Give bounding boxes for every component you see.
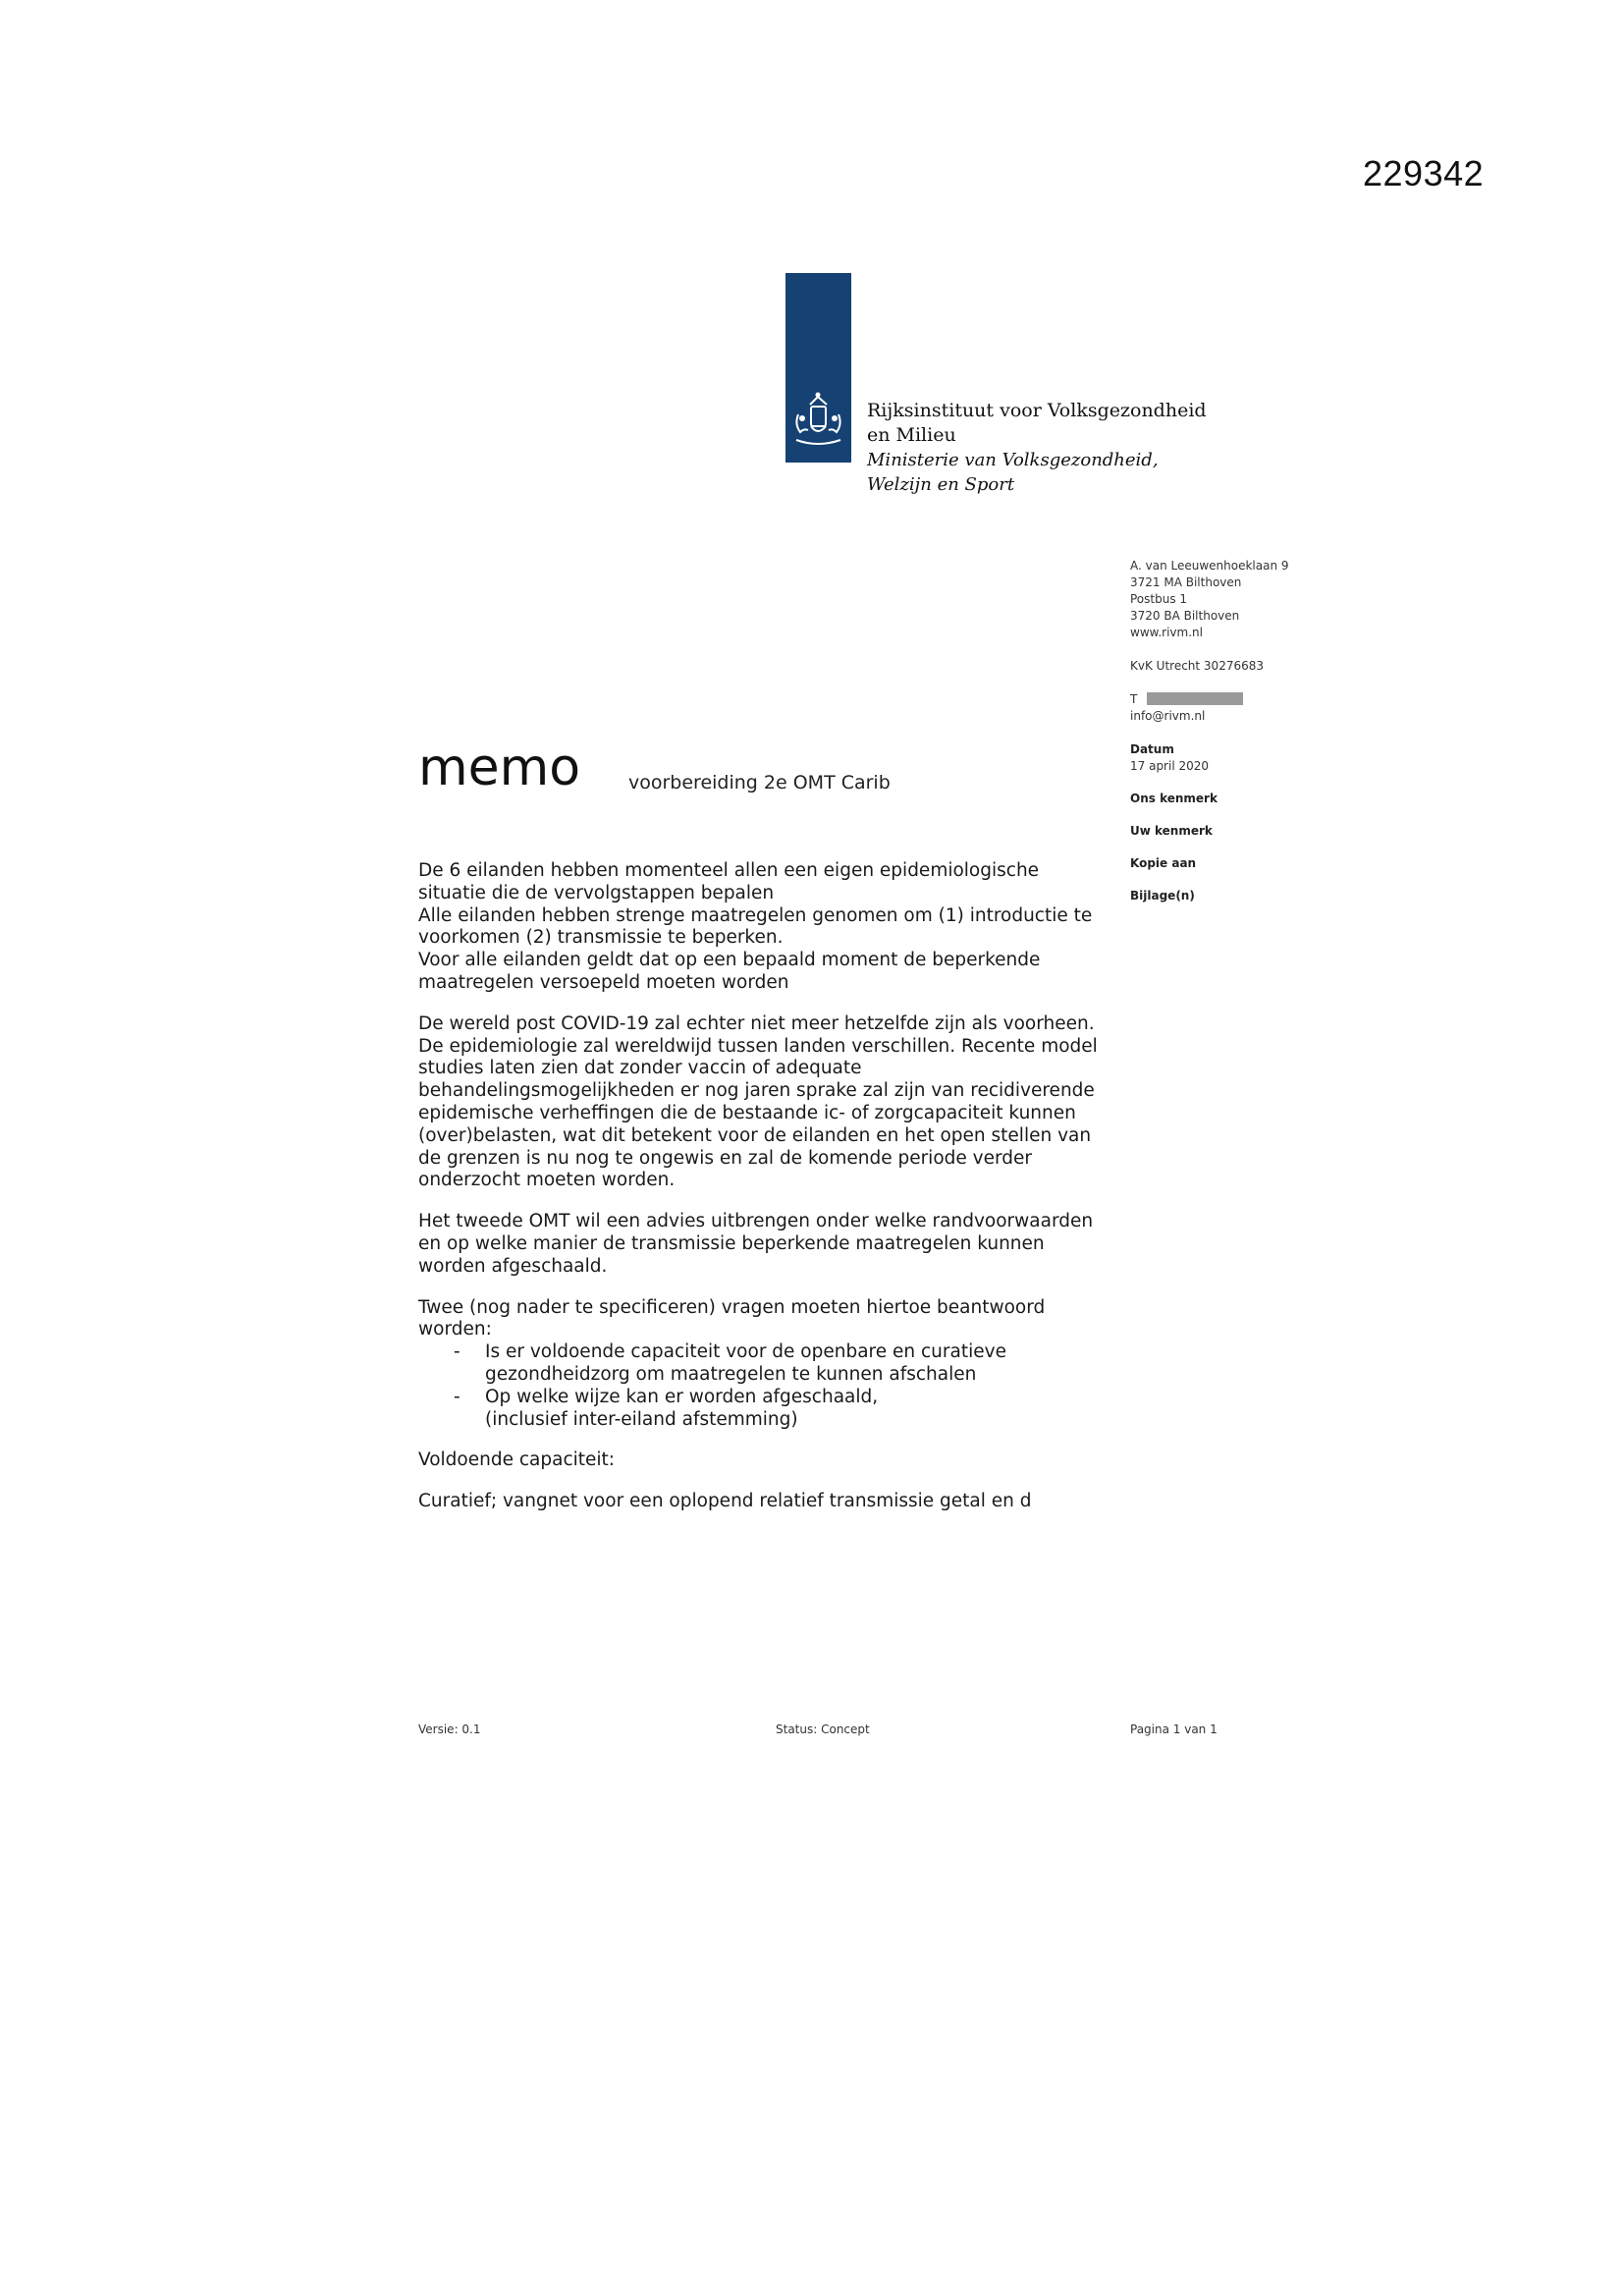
redacted-phone: [1147, 692, 1243, 705]
paragraph: [418, 1297, 1125, 1432]
document-number: 229342: [1363, 153, 1485, 193]
footer-page: Pagina 1 van 1: [1130, 1722, 1218, 1736]
text-line: (over)belasten, wat dit betekent voor de eilanden en het open stellen van: [418, 1124, 1092, 1146]
bijlage-label: Bijlage(n): [1130, 889, 1195, 902]
footer-status: Status: Concept: [776, 1722, 870, 1736]
uw-kenmerk-label: Uw kenmerk: [1130, 824, 1213, 838]
text-line: de grenzen is nu nog te ongewis en zal de komende periode verder: [418, 1147, 1032, 1169]
address-line: 3721 MA Bilthoven: [1130, 575, 1242, 589]
text-line: De epidemiologie zal wereldwijd tussen landen verschillen. Recente model: [418, 1035, 1098, 1057]
list-item-continuation: [418, 1409, 1125, 1432]
address-line: Postbus 1: [1130, 592, 1188, 606]
text-line: De wereld post COVID-19 zal echter niet meer hetzelfde zijn als voorheen.: [418, 1012, 1095, 1034]
list-dash: -: [454, 1386, 460, 1407]
paragraph: [418, 1211, 1125, 1278]
memo-subject: voorbereiding 2e OMT Carib: [628, 772, 891, 793]
paragraph: [418, 1449, 1125, 1472]
phone-label: T: [1130, 692, 1138, 706]
text-line: worden afgeschaald.: [418, 1255, 608, 1277]
kopie-label: Kopie aan: [1130, 856, 1197, 870]
datum-value: 17 april 2020: [1130, 759, 1210, 773]
text-line: studies laten zien dat zonder vaccin of adequate: [418, 1058, 862, 1079]
paragraph: [418, 1491, 1125, 1513]
text-line: epidemische verheffingen die de bestaande ic- of zorgcapaciteit kunnen: [418, 1102, 1076, 1123]
email-link[interactable]: info@rivm.nl: [1130, 709, 1206, 723]
text-line: behandelingsmogelijkheden er nog jaren sprake zal zijn van recidiverende: [418, 1080, 1095, 1102]
list-dash: -: [454, 1341, 460, 1363]
paragraph: [418, 1013, 1125, 1192]
org-name-line2: en Milieu: [867, 424, 956, 446]
list-item-text: Is er voldoende capaciteit voor de openbare en curatieve: [485, 1341, 1006, 1363]
text-line: Voldoende capaciteit:: [418, 1449, 616, 1471]
kvk-number: KvK Utrecht 30276683: [1130, 659, 1264, 673]
text-line: onderzocht moeten worden.: [418, 1170, 676, 1191]
text-line: Twee (nog nader te specificeren) vragen moeten hiertoe beantwoord: [418, 1296, 1046, 1318]
list-item-text: (inclusief inter-eiland afstemming): [485, 1408, 798, 1430]
sidebar-details: [1130, 558, 1356, 904]
text-line: voorkomen (2) transmissie te beperken.: [418, 927, 784, 949]
footer-version: Versie: 0.1: [418, 1722, 481, 1736]
list-item-text: Op welke wijze kan er worden afgeschaald,: [485, 1386, 879, 1407]
ons-kenmerk-label: Ons kenmerk: [1130, 792, 1218, 805]
list-item: [418, 1387, 1125, 1409]
memo-title: memo: [418, 738, 581, 797]
list-item: [418, 1341, 1125, 1364]
crest-icon: [790, 389, 846, 450]
memo-body: [418, 860, 1125, 1532]
website-link[interactable]: www.rivm.nl: [1130, 626, 1203, 639]
text-line: Alle eilanden hebben strenge maatregelen genomen om (1) introductie te: [418, 904, 1093, 926]
text-line: De 6 eilanden hebben momenteel allen een eigen epidemiologische: [418, 860, 1040, 881]
list-item-text: gezondheidzorg om maatregelen te kunnen afschalen: [485, 1363, 977, 1385]
text-line: Het tweede OMT wil een advies uitbrengen onder welke randvoorwaarden: [418, 1211, 1094, 1232]
paragraph: [418, 860, 1125, 995]
text-line: Voor alle eilanden geldt dat op een bepaald moment de beperkende: [418, 950, 1041, 971]
text-line: worden:: [418, 1319, 492, 1340]
phone-line: [1130, 691, 1356, 708]
organization-block: [867, 399, 1207, 497]
ministry-line2: Welzijn en Sport: [867, 474, 1015, 495]
ministry-line1: Ministerie van Volksgezondheid,: [867, 450, 1159, 470]
text-line: maatregelen versoepeld moeten worden: [418, 971, 789, 993]
text-line: en op welke manier de transmissie beperkende maatregelen kunnen: [418, 1232, 1045, 1254]
address-line: A. van Leeuwenhoeklaan 9: [1130, 559, 1289, 573]
address-line: 3720 BA Bilthoven: [1130, 609, 1240, 623]
list-item-continuation: [418, 1364, 1125, 1387]
org-name-line1: Rijksinstituut voor Volksgezondheid: [867, 400, 1207, 421]
datum-label: Datum: [1130, 742, 1174, 756]
text-line: situatie die de vervolgstappen bepalen: [418, 882, 775, 903]
text-line: Curatief; vangnet voor een oplopend relatief transmissie getal en d: [418, 1491, 1032, 1512]
